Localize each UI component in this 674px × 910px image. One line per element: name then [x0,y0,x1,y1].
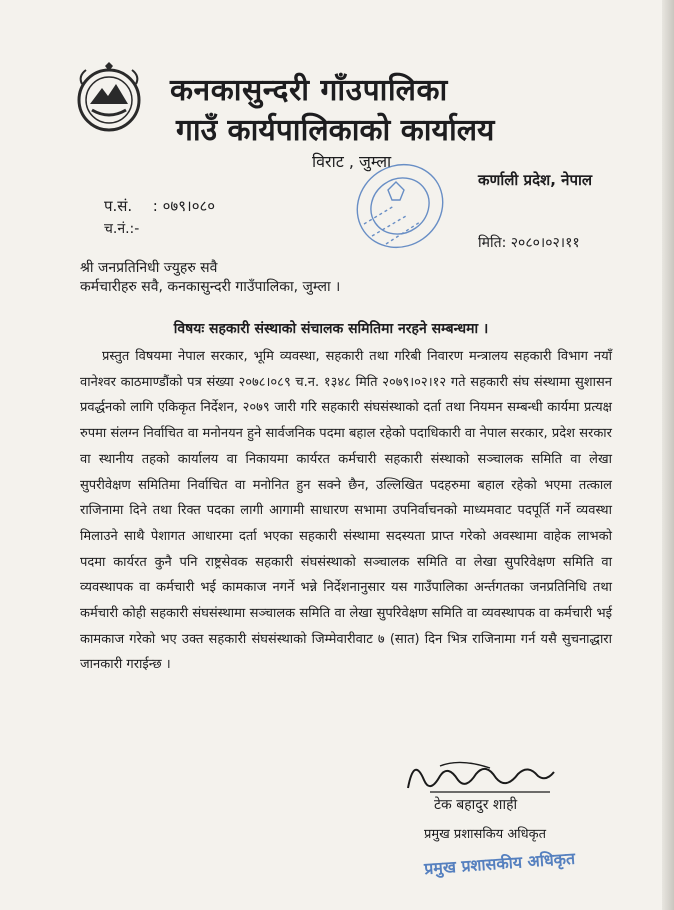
letter-body: प्रस्तुत विषयमा नेपाल सरकार, भूमि व्यवस्था, सहकारी तथा गरिबी निवारण मन्त्रालय सहकारी विभाग नयाँ वानेश्वर काठमाण्डौंको पत्र संख्या २०७८।०८९ च.न. १३४८ मिति २०७९।०२।१२ गते सहकारी संघ संस्थामा सुशासन प्रवर्द्धनको लागि एकिकृत निर्देशन, २०७९ जारी गरि सहकारी संघसंस्थाको दर्ता तथा नियमन सम्बन्धी कार्यमा प्रत्यक्ष रुपमा संलग्न निर्वाचित वा मनोनयन हुने सार्वजनिक पदमा बहाल रहेको पदाधिकारी वा नेपाल सरकार, प्रदेश सरकार वा स्थानीय तहको कार्यालय वा निकायमा कार्यरत कर्मचारी सहकारी संस्थाको सञ्चालक समिति वा लेखा सुपरीवेक्षण समितिमा निर्वाचित वा मनोनित हुन सक्ने छैन, उल्लिखित पदहरुमा बहाल रहेको भएमा तत्काल राजिनामा दिने तथा रिक्त पदका लागी आगामी साधारण सभामा उपनिर्वाचनको माध्यमवाट पदपूर्ति गर्ने व्यवस्था मिलाउने साथै पेशागत आधारमा दर्ता भएका सहकारी संस्थामा सदस्यता प्राप्त गरेको अवस्थामा वाहेक लाभको पदमा कार्यरत कुनै पनि राष्ट्रसेवक सहकारी संघसंस्थाको सञ्चालक समिति वा लेखा सुपरिवेक्षण समिति वा व्यवस्थापक वा कर्मचारी भई कामकाज नगर्ने भन्ने निर्देशनानुसार यस गाउँपालिका अर्न्तगतका जनप्रतिनिधि तथा कर्मचारी कोही सहकारी संघसंस्थामा सञ्चालक समिति वा लेखा सुपरिवेक्षण समिति वा व्यवस्थापक वा कर्मचारी भई कामकाज गरेको भए उक्त सहकारी संघसंस्थाको जिम्मेवारीवाट ७ (सात) दिन भित्र राजिनामा गर्न यसै सुचनाद्धारा जानकारी गराईन्छ । [80,349,612,673]
reference-number [104,196,215,216]
office-seal-stamp [334,160,454,252]
page-edge-shadow [662,0,674,910]
office-title: कनकासुन्दरी गाँउपालिका [170,73,448,108]
recipient-line-2: कर्मचारीहरु सवै, कनकासुन्दरी गाउँपालिका, जुम्ला । [80,279,341,295]
reference-number-label: प.सं. [104,197,133,215]
nepal-emblem-icon [72,62,146,134]
recipient-line-1: श्री जनप्रतिनिधी ज्युहरु सवै [80,260,218,276]
signatory-designation: प्रमुख प्रशासकिय अधिकृत [424,827,547,842]
province-label: कर्णाली प्रदेश, नेपाल [478,171,593,189]
dispatch-number: च.नं.:- [104,221,140,237]
letter-date: मिति: २०८०।०२।११ [478,235,580,251]
letter-subject: विषयः सहकारी संस्थाको संचालक समितिमा नरहने सम्बन्धमा । [173,321,489,337]
office-subtitle: गाउँ कार्यपालिकाको कार्यालय [176,113,495,148]
designation-stamp: प्रमुख प्रशासकीय अधिकृत [423,848,576,879]
signatory-name: टेक बहादुर शाही [434,797,518,813]
office-location: विराट , जुम्ला [312,152,392,171]
reference-number-value: : ०७९।०८० [152,197,216,215]
